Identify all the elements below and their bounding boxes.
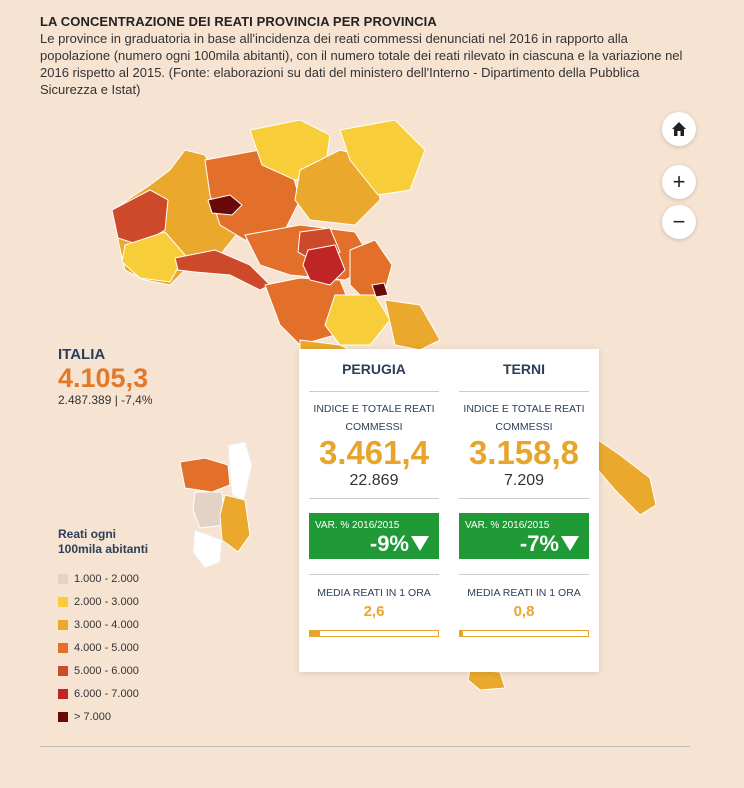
province-panel — [299, 349, 599, 672]
legend-swatch — [58, 689, 68, 699]
legend-swatch — [58, 574, 68, 584]
media-bar — [459, 630, 589, 637]
media-value: 0,8 — [513, 603, 535, 620]
legend-item — [58, 705, 148, 728]
media-label: MEDIA REATI IN 1 ORA — [467, 587, 581, 599]
header — [40, 14, 700, 98]
legend-title-line1: Reati ogni — [58, 527, 117, 541]
legend-title-line2: 100mila abitanti — [58, 542, 149, 556]
legend-item — [58, 636, 148, 659]
media-bar — [309, 630, 439, 637]
province-name: TERNI — [503, 361, 545, 377]
variation-value: -7% — [519, 531, 559, 556]
map-region-sardegna-east[interactable] — [220, 495, 250, 552]
map-region-puglia[interactable] — [598, 440, 656, 515]
arrow-down-icon — [411, 536, 429, 551]
map-region-abruzzo[interactable] — [385, 300, 440, 350]
total-value: 7.209 — [503, 472, 545, 489]
media-bar-fill — [460, 631, 463, 636]
legend-label: 4.000 - 5.000 — [74, 641, 139, 654]
index-value: 3.461,4 — [318, 434, 430, 471]
media-value: 2,6 — [363, 603, 385, 620]
divider — [459, 391, 589, 392]
variation-label: VAR. % 2016/2015 — [465, 520, 550, 531]
legend-label: 5.000 - 6.000 — [74, 664, 139, 677]
index-label: INDICE E TOTALE REATI COMMESSI — [463, 403, 585, 433]
legend-label: 6.000 - 7.000 — [74, 687, 139, 700]
variation-box — [459, 513, 589, 559]
variation-label: VAR. % 2016/2015 — [315, 520, 400, 531]
bottom-divider — [40, 746, 690, 747]
home-button[interactable] — [662, 112, 696, 146]
index-value: 3.158,8 — [468, 434, 580, 471]
province-name: PERUGIA — [342, 361, 406, 377]
divider — [309, 391, 439, 392]
map-region-umbria[interactable] — [325, 295, 390, 345]
divider — [459, 498, 589, 499]
legend-label: > 7.000 — [74, 710, 112, 723]
zoom-in-button[interactable] — [662, 165, 696, 199]
italia-summary — [58, 346, 153, 407]
map-region-sardegna-north[interactable] — [180, 458, 230, 492]
divider — [309, 574, 439, 575]
legend-label: 1.000 - 2.000 — [74, 572, 139, 585]
index-label: INDICE E TOTALE REATI COMMESSI — [313, 403, 435, 433]
italia-label: ITALIA — [58, 346, 106, 363]
legend-swatch — [58, 620, 68, 630]
arrow-down-icon — [561, 536, 579, 551]
map-region-sardegna-south[interactable] — [193, 530, 222, 568]
province-column-perugia — [309, 349, 439, 637]
italia-value: 4.105,3 — [58, 363, 149, 393]
page-title: LA CONCENTRAZIONE DEI REATI PROVINCIA PER PROVINCIA — [40, 14, 437, 29]
variation-value: -9% — [369, 531, 409, 556]
page-subtitle: Le province in graduatoria in base all'incidenza dei reati commessi denunciati nel 2016 in rapporto alla popolazione (numero ogni 100mila abitanti), con il numero totale dei reati rilevato in ciascuna e la variazione nel 2016 rispetto al 2015. (Fonte: elaborazioni su dati del ministero dell'Interno - Dipartimento della Pubblica Sicurezza e Istat) — [40, 31, 683, 97]
zoom-out-button[interactable] — [662, 205, 696, 239]
total-value: 22.869 — [349, 472, 399, 489]
legend-swatch — [58, 597, 68, 607]
legend-swatch — [58, 643, 68, 653]
media-label: MEDIA REATI IN 1 ORA — [317, 587, 431, 599]
legend-item — [58, 613, 148, 636]
province-column-terni — [459, 349, 589, 637]
legend-label: 2.000 - 3.000 — [74, 595, 139, 608]
italia-sub: 2.487.389 | -7,4% — [58, 393, 153, 407]
plus-icon: + — [672, 169, 686, 194]
home-icon — [670, 120, 688, 138]
map-region-sardegna-northeast[interactable] — [228, 442, 252, 500]
legend — [58, 527, 148, 728]
legend-list — [58, 567, 148, 728]
divider — [459, 574, 589, 575]
legend-swatch — [58, 712, 68, 722]
legend-label: 3.000 - 4.000 — [74, 618, 139, 631]
legend-swatch — [58, 666, 68, 676]
legend-item — [58, 590, 148, 613]
minus-icon: − — [672, 209, 686, 234]
legend-item — [58, 682, 148, 705]
legend-item — [58, 659, 148, 682]
media-bar-fill — [310, 631, 320, 636]
map-region-calabria[interactable] — [468, 670, 505, 690]
legend-item — [58, 567, 148, 590]
divider — [309, 498, 439, 499]
variation-box — [309, 513, 439, 559]
